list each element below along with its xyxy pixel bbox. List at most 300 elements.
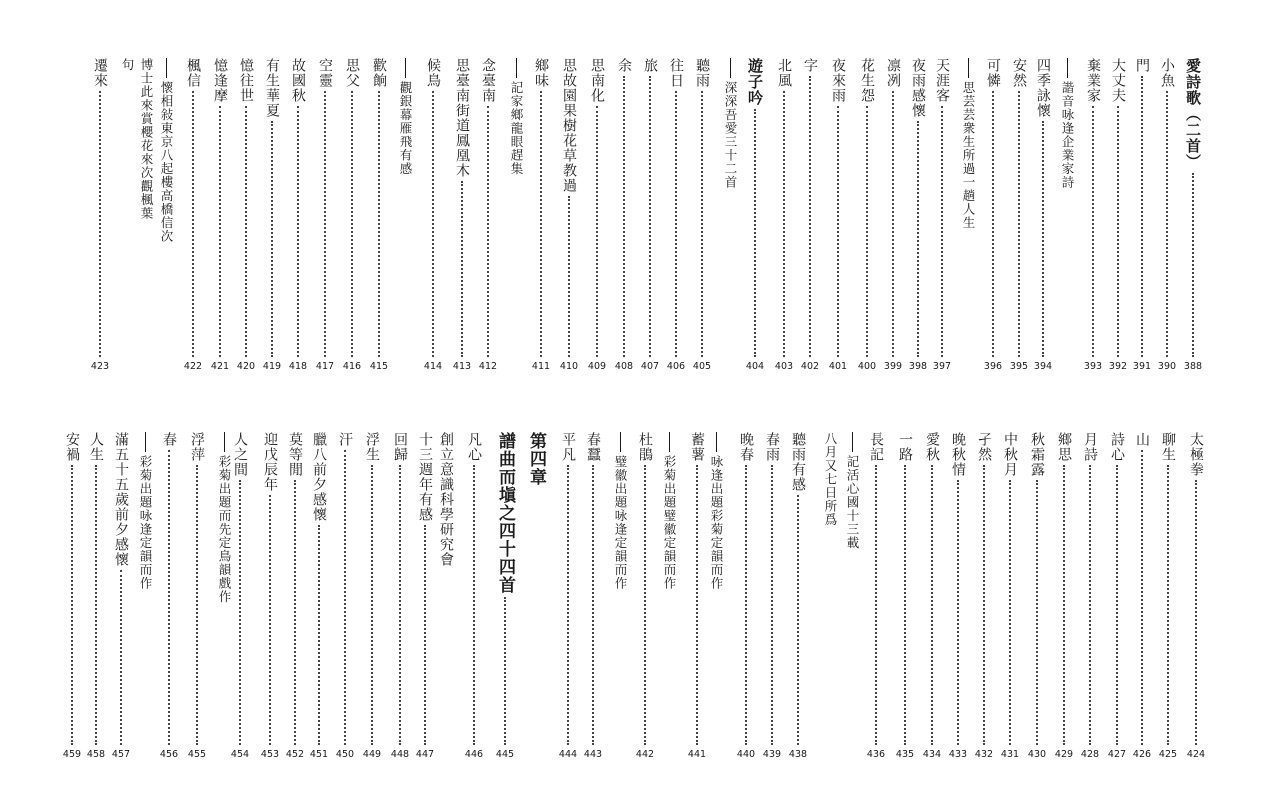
toc-bottom-entry-title: 長記 (868, 432, 884, 462)
toc-top-entry (955, 58, 981, 230)
toc-top-dot-leader (837, 106, 839, 357)
toc-top-entry (905, 58, 931, 372)
toc-bottom-page-number: 445 (495, 749, 515, 760)
toc-top-dot-leader (1092, 106, 1094, 357)
toc-top-page-number: 396 (983, 361, 1003, 372)
toc-top-entry (1006, 58, 1032, 372)
toc-top-entry (392, 58, 418, 176)
toc-top-page-number: 420 (236, 361, 256, 372)
toc-bottom-page-number: 424 (1186, 749, 1206, 760)
toc-top-entry-title: 諧音咏逢企業家詩 (1059, 58, 1075, 189)
toc-top-entry (528, 58, 554, 372)
toc-top-entry-title: 空靈 (317, 58, 333, 88)
toc-bottom-entry (306, 432, 332, 760)
toc-bottom-dot-leader (399, 465, 401, 745)
toc-bottom-page-number: 441 (687, 749, 707, 760)
toc-top-entry-title: 思故園果樹花草教過 (561, 58, 577, 193)
toc-bottom-entry (59, 432, 85, 760)
toc-bottom-entry (257, 432, 283, 760)
toc-top-page-number: 416 (342, 361, 362, 372)
toc-bottom-entry (359, 432, 385, 760)
toc-top-page-number: 409 (587, 361, 607, 372)
toc-top-entry (797, 58, 823, 372)
toc-bottom-dot-leader (567, 465, 569, 745)
toc-bottom-entry-title: 孑然 (976, 432, 992, 462)
toc-top-entry-title: 往日 (668, 58, 684, 88)
toc-top-page-number: 405 (692, 361, 712, 372)
toc-bottom-entry-title: 月詩 (1082, 432, 1098, 462)
toc-top-entry-title: 故國秋 (290, 58, 306, 103)
toc-top-entry-title: 北風 (776, 58, 792, 88)
toc-top-dot-leader (701, 91, 703, 357)
toc-top-page-number: 398 (908, 361, 928, 372)
toc-top-entry (312, 58, 338, 372)
toc-top-dot-leader (568, 196, 570, 357)
toc-bottom-entry-title: 浮生 (364, 432, 380, 462)
toc-bottom-dot-leader (1009, 480, 1011, 745)
toc-top-dot-leader (675, 91, 677, 357)
toc-top-entry (980, 58, 1006, 372)
toc-bottom-entry (733, 432, 759, 760)
toc-bottom-page-number: 430 (1027, 749, 1047, 760)
toc-top-entry-title: 安然 (1011, 58, 1027, 88)
toc-top-page-number: 399 (883, 361, 903, 372)
toc-bottom-entry-title: 譜曲而塡之四十四首 (495, 432, 515, 594)
toc-bottom-page-number: 452 (285, 749, 305, 760)
toc-bottom-page-number: 428 (1080, 749, 1100, 760)
toc-top-entry-title: 博士此來賞櫻花來次觀楓葉 (139, 58, 154, 220)
toc-bottom-page-number: 438 (788, 749, 808, 760)
toc-top-entry (259, 58, 285, 372)
toc-top-entry (689, 58, 715, 372)
toc-bottom-page-number: 443 (583, 749, 603, 760)
toc-top-entry (611, 58, 637, 372)
toc-bottom-dot-leader (904, 465, 906, 745)
toc-bottom-entry (83, 432, 109, 760)
toc-bottom-entry-title: 十三週年有感 (417, 432, 433, 522)
toc-top-entry (339, 58, 365, 372)
toc-bottom-entry-title: 璧徽出題咏逢定韻而作 (612, 432, 628, 590)
toc-bottom-entry (108, 432, 134, 760)
toc-top-dot-leader (1042, 121, 1044, 357)
toc-top-entry (1054, 58, 1080, 189)
toc-top-entry-title: 楓信 (185, 58, 201, 88)
toc-bottom-entry (1129, 432, 1155, 760)
toc-bottom-dot-leader (592, 465, 594, 745)
toc-top-entry (556, 58, 582, 372)
toc-bottom-page-number: 457 (111, 749, 131, 760)
toc-top-dot-leader (941, 106, 943, 357)
toc-top-entry-title: 天涯客 (934, 58, 950, 103)
toc-top-entry-title: 遊子吟 (746, 58, 764, 106)
toc-bottom-entry-title: 山 (1134, 432, 1150, 447)
toc-bottom-page-number: 435 (895, 749, 915, 760)
toc-bottom-entry (656, 432, 682, 590)
toc-top-dot-leader (1117, 106, 1119, 357)
toc-bottom-entry-title: 平凡 (560, 432, 576, 462)
toc-top-entry-title: 夜來雨 (830, 58, 846, 103)
toc-bottom-dot-leader (957, 480, 959, 745)
toc-bottom-dot-leader (1089, 465, 1091, 745)
toc-bottom-entry (785, 432, 811, 760)
toc-bottom-dot-leader (644, 465, 646, 745)
toc-bottom-entry-title: 臘八前夕感懷 (311, 432, 327, 522)
toc-bottom-dot-leader (1116, 465, 1118, 745)
toc-top-entry (929, 58, 955, 372)
toc-bottom-entry-title: 凡心 (466, 432, 482, 462)
toc-bottom-entry-title: 咏逢出題彩菊定韻而作 (708, 432, 724, 590)
toc-top-dot-leader (297, 106, 299, 357)
toc-bottom-entry-title: 彩菊出題咏逢定韻而作 (137, 432, 153, 590)
toc-bottom-entry-title: 第四章 (526, 432, 546, 486)
toc-top-entry (717, 58, 743, 189)
toc-bottom-dot-leader (371, 465, 373, 745)
toc-bottom-entry (1155, 432, 1181, 760)
toc-bottom-entry (523, 432, 549, 486)
toc-bottom-page-number: 440 (736, 749, 756, 760)
toc-top-entry-title: 思芸芸衆生所過一趟人生 (960, 58, 976, 230)
toc-top-dot-leader (271, 121, 273, 357)
toc-bottom-entry-title: 莫等閒 (287, 432, 303, 477)
toc-bottom-page-number: 449 (362, 749, 382, 760)
toc-bottom-entry-title: 太極拳 (1188, 432, 1204, 477)
toc-top-dot-leader (461, 181, 463, 357)
toc-top-entry (825, 58, 851, 372)
toc-bottom-entry-title: 聽雨有感 (790, 432, 806, 492)
toc-bottom-entry-title: 浮萍 (189, 432, 205, 462)
toc-top-entry-title: 凛冽 (885, 58, 901, 88)
toc-top-page-number: 418 (288, 361, 308, 372)
toc-bottom-entry-title: 蓄薯 (689, 432, 705, 462)
toc-bottom-entry-title: 春蠶 (585, 432, 601, 462)
toc-bottom-entry-title: 晚春 (738, 432, 754, 462)
toc-top-page-number: 390 (1157, 361, 1177, 372)
toc-top-page-number: 394 (1033, 361, 1053, 372)
toc-bottom-entry-title: 迎戊辰年 (262, 432, 278, 492)
toc-top-page-number: 407 (640, 361, 660, 372)
toc-bottom-dot-leader (983, 465, 985, 745)
toc-top-entry-title: 歡餉 (371, 58, 387, 88)
toc-bottom-entry-title: 記活心國十三載 (844, 432, 860, 550)
toc-bottom-entry-title: 春 (161, 432, 177, 447)
toc-top-dot-leader (783, 91, 785, 357)
toc-top-entry (1180, 58, 1206, 372)
toc-top-entry-title: 旅 (642, 58, 658, 73)
toc-top-entry-title: 念臺南 (480, 58, 496, 103)
toc-bottom-dot-leader (71, 465, 73, 745)
toc-top-entry-title: 憶往世 (238, 58, 254, 103)
toc-bottom-entry (555, 432, 581, 760)
toc-bottom-entry (132, 432, 158, 590)
toc-top-entry-title: 愛詩歌（二首） (1184, 58, 1202, 170)
toc-bottom-entry (863, 432, 889, 760)
toc-bottom-dot-leader (473, 465, 475, 745)
toc-bottom-entry (971, 432, 997, 760)
toc-bottom-entry (1077, 432, 1103, 760)
toc-top-page-number: 414 (423, 361, 443, 372)
toc-bottom-entry-title: 杜鵑 (637, 432, 653, 462)
toc-bottom-page-number: 429 (1054, 749, 1074, 760)
toc-top-entry (87, 58, 113, 372)
toc-bottom-dot-leader (1036, 480, 1038, 745)
toc-top-entry (503, 58, 529, 176)
toc-bottom-entry (332, 432, 358, 760)
toc-top-entry-title: 思南化 (589, 58, 605, 103)
toc-top-page-number: 415 (369, 361, 389, 372)
toc-top-page-number: 400 (857, 361, 877, 372)
toc-bottom-entry (919, 432, 945, 760)
toc-top-entry (1105, 58, 1131, 372)
toc-bottom-entry (1183, 432, 1209, 760)
toc-top-page-number: 388 (1183, 361, 1203, 372)
toc-bottom-dot-leader (1141, 450, 1143, 745)
toc-top-page-number: 419 (262, 361, 282, 372)
toc-bottom-entry-title: 一路 (897, 432, 913, 462)
toc-bottom-dot-leader (745, 465, 747, 745)
toc-top-page-number: 392 (1108, 361, 1128, 372)
toc-top-entry (475, 58, 501, 372)
toc-top-entry-title: 夜雨感懷 (910, 58, 926, 118)
toc-top-dot-leader (917, 121, 919, 357)
toc-top-entry-title: 字 (802, 58, 818, 73)
toc-top-entry (637, 58, 663, 372)
toc-bottom-dot-leader (120, 570, 122, 745)
toc-top-dot-leader (192, 91, 194, 357)
toc-bottom-dot-leader (95, 465, 97, 745)
toc-bottom-dot-leader (239, 480, 241, 745)
toc-bottom-entry-title: 彩菊出題璧徽定韻而作 (661, 432, 677, 590)
toc-bottom-entry-title: 愛秋 (924, 432, 940, 462)
toc-bottom-entry (156, 432, 182, 760)
toc-top-dot-leader (1166, 91, 1168, 357)
toc-top-entry-title: 遷來 (92, 58, 108, 88)
toc-bottom-page-number: 434 (922, 749, 942, 760)
toc-bottom-entry (211, 432, 237, 604)
toc-bottom-dot-leader (269, 495, 271, 745)
toc-top-entry (449, 58, 475, 372)
toc-top-page-number: 395 (1009, 361, 1029, 372)
toc-bottom-entry (945, 432, 971, 760)
toc-top-page-number: 412 (478, 361, 498, 372)
toc-bottom-entry (387, 432, 413, 760)
toc-bottom-page-number: 447 (415, 749, 435, 760)
toc-top-entry-title: 憶逢摩 (212, 58, 228, 103)
toc-top-dot-leader (1141, 76, 1143, 357)
toc-top-entry-title: 思父 (344, 58, 360, 88)
toc-bottom-entry-title: 人之間 (232, 432, 248, 477)
toc-bottom-dot-leader (696, 465, 698, 745)
toc-bottom-entry-title: 創立意識科學研究會 (438, 432, 454, 567)
toc-bottom-dot-leader (294, 480, 296, 745)
toc-top-page-number: 391 (1132, 361, 1152, 372)
toc-top-page-number: 401 (828, 361, 848, 372)
toc-top-dot-leader (596, 106, 598, 357)
toc-top-entry-title: 門 (1134, 58, 1150, 73)
toc-bottom-entry-title: 鄉思 (1056, 432, 1072, 462)
toc-top-entry-title: 花生怨 (859, 58, 875, 103)
toc-bottom-page-number: 458 (86, 749, 106, 760)
toc-top-dot-leader (540, 91, 542, 357)
toc-bottom-dot-leader (1063, 465, 1065, 745)
toc-top-dot-leader (378, 91, 380, 357)
toc-bottom-page-number: 450 (335, 749, 355, 760)
toc-top-dot-leader (1192, 173, 1194, 357)
toc-top-page-number: 404 (745, 361, 765, 372)
toc-bottom-dot-leader (797, 495, 799, 745)
toc-top-dot-leader (245, 106, 247, 357)
toc-bottom-dot-leader (504, 597, 506, 745)
toc-bottom-entry (282, 432, 308, 760)
toc-bottom-entry-title: 聊生 (1160, 432, 1176, 462)
toc-top-page-number: 402 (800, 361, 820, 372)
toc-bottom-dot-leader (931, 465, 933, 745)
toc-bottom-dot-leader (344, 450, 346, 745)
toc-top-entry (663, 58, 689, 372)
toc-bottom-entry (703, 432, 729, 590)
toc-top-entry (233, 58, 259, 372)
toc-bottom-dot-leader (875, 465, 877, 745)
toc-bottom-page-number: 426 (1132, 749, 1152, 760)
toc-bottom-page-number: 439 (762, 749, 782, 760)
toc-bottom-entry-title: 秋霜露 (1029, 432, 1045, 477)
toc-top-dot-leader (487, 106, 489, 357)
toc-top-entry-title: 深深吾愛三十二首 (722, 58, 738, 189)
toc-top-dot-leader (219, 106, 221, 357)
toc-bottom-page-number: 459 (62, 749, 82, 760)
toc-bottom-entry-title: 詩心 (1109, 432, 1125, 462)
toc-top-entry-title: 小魚 (1159, 58, 1175, 88)
toc-top-page-number: 403 (774, 361, 794, 372)
toc-top-dot-leader (623, 76, 625, 357)
toc-bottom-entry-title: 安禍 (64, 432, 80, 462)
toc-bottom-entry-title: 晚秋情 (950, 432, 966, 477)
toc-bottom-entry (1024, 432, 1050, 760)
toc-bottom-dot-leader (1167, 465, 1169, 745)
toc-top-entry (133, 58, 159, 220)
toc-top-entry (1030, 58, 1056, 372)
toc-top-page-number: 393 (1083, 361, 1103, 372)
toc-top-entry (880, 58, 906, 372)
toc-bottom-entry-title: 彩菊出題而先定鳥韻戲作 (216, 432, 232, 604)
toc-top-entry-title: 余 (616, 58, 632, 73)
toc-top-dot-leader (1018, 91, 1020, 357)
toc-bottom-entry (759, 432, 785, 760)
toc-top-dot-leader (649, 76, 651, 357)
toc-top-entry-title: 聽雨 (694, 58, 710, 88)
toc-bottom-entry (1104, 432, 1130, 760)
toc-top-entry-title: 句 (120, 58, 135, 72)
toc-bottom-entry-title: 滿五十五歲前夕感懷 (113, 432, 129, 567)
toc-bottom-page-number: 455 (187, 749, 207, 760)
toc-bottom-entry-title: 回歸 (392, 432, 408, 462)
toc-bottom-entry (492, 432, 518, 760)
toc-bottom-entry (461, 432, 487, 760)
toc-top-entry-title: 有生華夏 (264, 58, 280, 118)
toc-bottom-dot-leader (1195, 480, 1197, 745)
toc-bottom-page-number: 456 (159, 749, 179, 760)
toc-top-page-number: 421 (210, 361, 230, 372)
toc-top-dot-leader (351, 91, 353, 357)
toc-bottom-entry (1051, 432, 1077, 760)
toc-bottom-dot-leader (424, 525, 426, 745)
toc-bottom-dot-leader (318, 525, 320, 745)
toc-top-entry (207, 58, 233, 372)
toc-top-entry-title: 四季詠懷 (1035, 58, 1051, 118)
toc-bottom-entry (580, 432, 606, 760)
toc-bottom-page-number: 454 (230, 749, 250, 760)
toc-top-entry (742, 58, 768, 372)
toc-bottom-entry-title: 人生 (88, 432, 104, 462)
toc-bottom-entry (997, 432, 1023, 760)
toc-top-entry (1154, 58, 1180, 372)
toc-top-page-number: 423 (90, 361, 110, 372)
toc-top-page-number: 397 (932, 361, 952, 372)
toc-bottom-page-number: 433 (948, 749, 968, 760)
toc-top-entry-title: 記家鄉龍眼趕集 (508, 58, 524, 176)
toc-bottom-page-number: 446 (464, 749, 484, 760)
toc-bottom-page-number: 444 (558, 749, 578, 760)
toc-top-dot-leader (324, 91, 326, 357)
toc-bottom-entry (892, 432, 918, 760)
toc-top-page-number: 413 (452, 361, 472, 372)
toc-top-page-number: 406 (666, 361, 686, 372)
toc-top-entry-title: 鄉味 (533, 58, 549, 88)
toc-bottom-page-number: 425 (1158, 749, 1178, 760)
toc-bottom-entry (412, 432, 438, 760)
toc-bottom-page-number: 436 (866, 749, 886, 760)
toc-top-dot-leader (99, 91, 101, 357)
toc-top-entry (366, 58, 392, 372)
toc-bottom-entry-title: 春雨 (764, 432, 780, 462)
toc-bottom-entry (607, 432, 633, 590)
toc-top-dot-leader (866, 106, 868, 357)
toc-bottom-page-number: 431 (1000, 749, 1020, 760)
toc-bottom-entry (817, 432, 843, 527)
toc-top-entry-title: 棄業家 (1085, 58, 1101, 103)
toc-top-dot-leader (809, 76, 811, 357)
toc-top-entry (114, 58, 140, 72)
toc-top-page-number: 422 (183, 361, 203, 372)
toc-top-page-number: 411 (531, 361, 551, 372)
toc-top-entry-title: 思臺南街道鳳凰木 (454, 58, 470, 178)
toc-bottom-page-number: 442 (635, 749, 655, 760)
toc-top-entry (771, 58, 797, 372)
toc-bottom-entry-title: 汗 (337, 432, 353, 447)
toc-top-entry-title: 懷相敍東京八起樓高橋信次 (158, 58, 174, 243)
toc-top-page-number: 410 (559, 361, 579, 372)
toc-top-entry-title: 可憐 (985, 58, 1001, 88)
toc-top-entry (1129, 58, 1155, 372)
toc-top-entry (180, 58, 206, 372)
toc-top-dot-leader (892, 91, 894, 357)
toc-top-page-number: 417 (315, 361, 335, 372)
toc-top-dot-leader (432, 91, 434, 357)
toc-top-page-number: 408 (614, 361, 634, 372)
toc-bottom-entry (632, 432, 658, 760)
toc-bottom-dot-leader (771, 465, 773, 745)
toc-bottom-page-number: 451 (309, 749, 329, 760)
toc-top-entry (854, 58, 880, 372)
toc-bottom-entry-title: 八月又七日所爲 (823, 432, 838, 527)
toc-top-dot-leader (992, 91, 994, 357)
toc-bottom-page-number: 448 (390, 749, 410, 760)
toc-top-entry-title: 候鳥 (425, 58, 441, 88)
toc-bottom-dot-leader (196, 465, 198, 745)
toc-bottom-dot-leader (168, 450, 170, 745)
toc-top-entry (285, 58, 311, 372)
toc-top-entry (420, 58, 446, 372)
toc-top-entry (1080, 58, 1106, 372)
